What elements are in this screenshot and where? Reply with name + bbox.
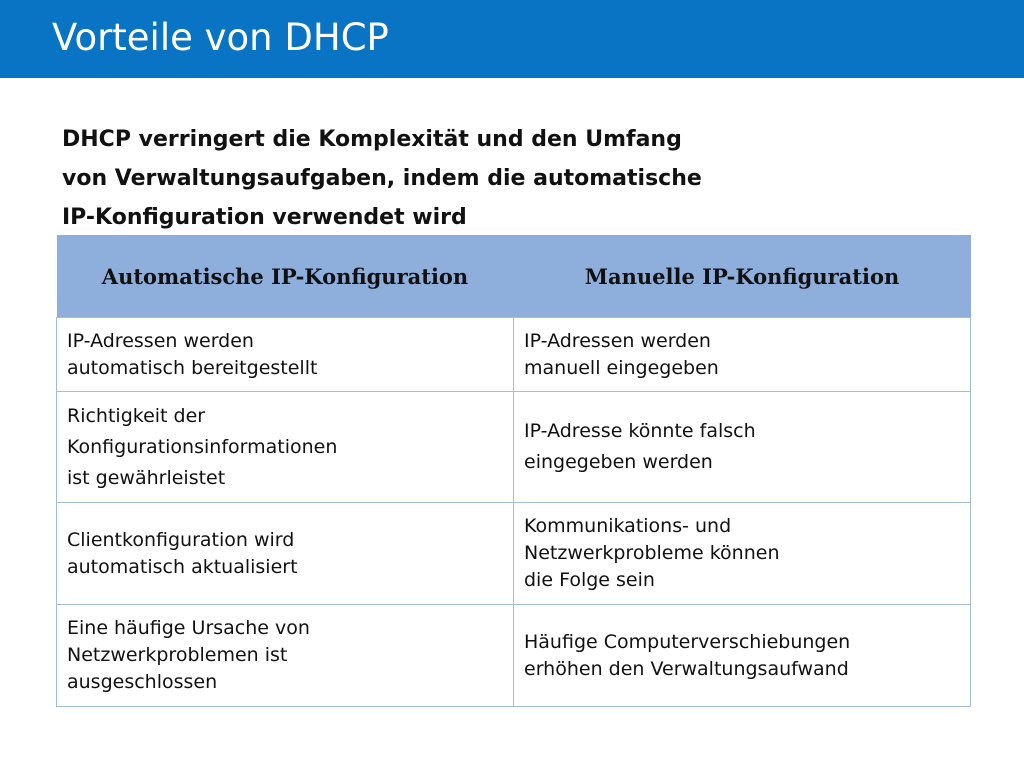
cell-line: manuell eingegeben (524, 356, 719, 379)
cell-line: Clientkonfiguration wird (67, 528, 295, 551)
cell-manual (514, 392, 971, 503)
cell-line: Kommunikations- und (524, 515, 732, 537)
cell-automatic (57, 392, 514, 503)
cell-manual (514, 605, 971, 707)
table-row (57, 605, 971, 707)
table-row (57, 503, 971, 605)
comparison-table-wrapper (56, 235, 970, 707)
cell-line: ausgeschlossen (67, 671, 218, 693)
subtitle-line: von Verwaltungsaufgaben, indem die automatische (62, 166, 702, 191)
slide-subtitle (62, 120, 962, 237)
cell-line: Konfigurationsinformationen (67, 435, 338, 458)
subtitle-line: DHCP verringert die Komplexität und den Umfang (62, 127, 682, 152)
cell-line: Häufige Computerverschiebungen (524, 630, 851, 653)
cell-line: eingegeben werden (524, 451, 713, 473)
table-header-row (57, 235, 971, 318)
cell-line: IP-Adresse könnte falsch (524, 420, 756, 442)
cell-line: automatisch bereitgestellt (67, 356, 318, 379)
cell-automatic (57, 503, 514, 605)
cell-line: Netzwerkproblemen ist (67, 644, 288, 666)
header-automatic: Automatische IP-Konfiguration (57, 235, 514, 318)
table-row (57, 318, 971, 392)
title-bar (0, 0, 1024, 78)
cell-manual (514, 318, 971, 392)
cell-line: Richtigkeit der (67, 404, 206, 427)
cell-automatic (57, 605, 514, 707)
cell-line: ist gewährleistet (67, 466, 226, 489)
cell-line: IP-Adressen werden (524, 329, 711, 352)
table-row (57, 392, 971, 503)
cell-line: Netzwerkprobleme können (524, 542, 780, 564)
cell-line: IP-Adressen werden (67, 329, 254, 352)
cell-line: die Folge sein (524, 569, 655, 591)
cell-line: automatisch aktualisiert (67, 555, 298, 578)
slide-title: Vorteile von DHCP (52, 16, 389, 59)
cell-line: Eine häufige Ursache von (67, 617, 310, 639)
cell-line: erhöhen den Verwaltungsaufwand (524, 657, 849, 680)
cell-automatic (57, 318, 514, 392)
header-manual: Manuelle IP-Konfiguration (514, 235, 971, 318)
cell-manual (514, 503, 971, 605)
comparison-table (56, 235, 971, 707)
subtitle-line: IP-Konfiguration verwendet wird (62, 205, 467, 230)
